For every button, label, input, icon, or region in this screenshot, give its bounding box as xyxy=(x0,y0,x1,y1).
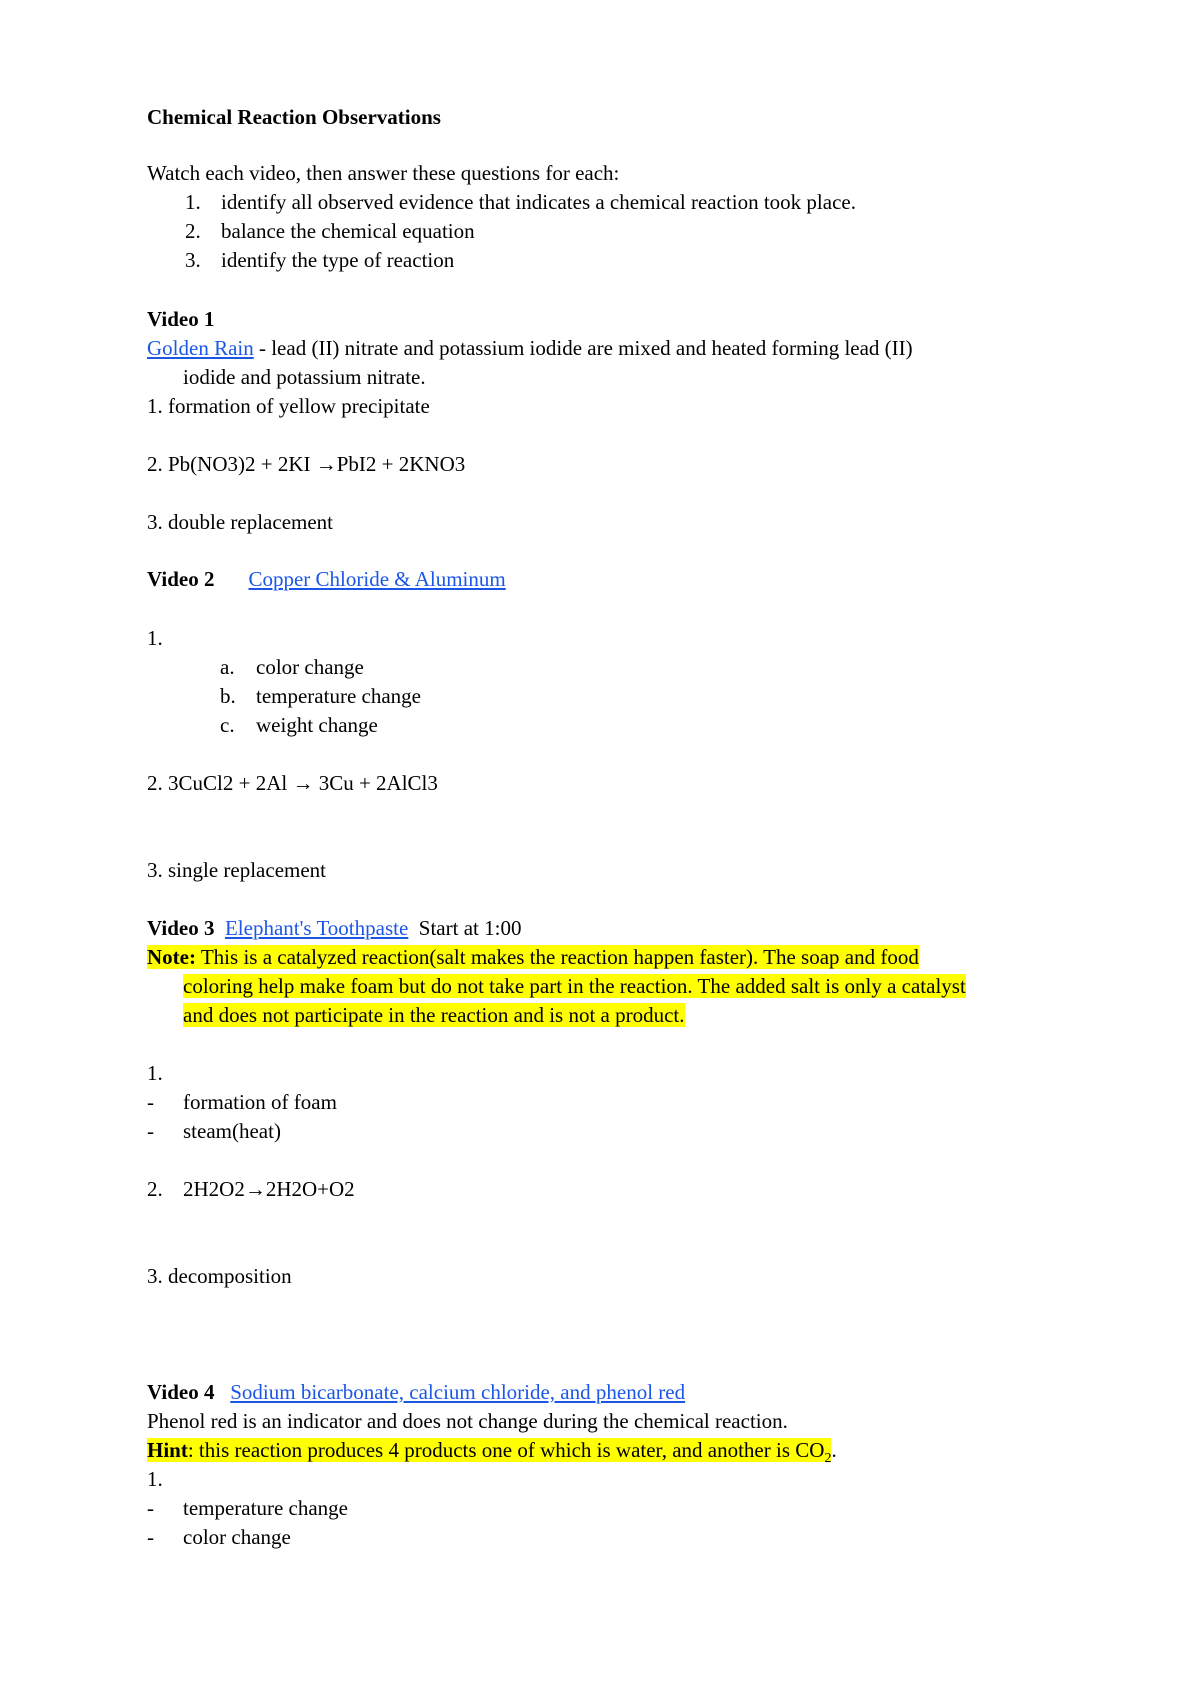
video4-heading: Video 4 xyxy=(147,1380,215,1404)
note-text: coloring help make foam but do not take part in the reaction. The added salt is only a catalyst xyxy=(183,974,966,998)
video3-bullet xyxy=(147,1089,337,1115)
question-item xyxy=(185,218,475,244)
video4-bullet xyxy=(147,1524,291,1550)
list-letter: b. xyxy=(220,684,236,708)
question-item xyxy=(185,189,856,215)
video3-link[interactable]: Elephant's Toothpaste xyxy=(224,916,409,940)
video4-link[interactable]: Sodium bicarbonate, calcium chloride, and phenol red xyxy=(230,1380,686,1404)
intro-text: Watch each video, then answer these questions for each: xyxy=(147,161,620,185)
video3-note xyxy=(147,944,919,970)
video3-bullet xyxy=(147,1118,281,1144)
video2-answer-1: 1. xyxy=(147,626,163,650)
hint-text: : this reaction produces 4 products one of which is water, and another is CO xyxy=(187,1438,825,1462)
video3-heading-row xyxy=(147,915,521,941)
video4-description: Phenol red is an indicator and does not change during the chemical reaction. xyxy=(147,1409,788,1433)
bullet-text: formation of foam xyxy=(183,1090,337,1114)
hint-label: Hint xyxy=(147,1438,188,1462)
bullet-text: steam(heat) xyxy=(183,1119,281,1143)
video3-answer-2 xyxy=(147,1176,355,1202)
equation-text: 2H2O2→2H2O+O2 xyxy=(183,1177,355,1201)
note-label: Note: xyxy=(147,945,196,969)
video3-heading: Video 3 xyxy=(147,916,215,940)
video1-desc-text: - lead (II) nitrate and potassium iodide are mixed and heated forming lead (II) xyxy=(253,336,913,360)
video3-note-continued xyxy=(183,1002,685,1028)
video1-link[interactable]: Golden Rain xyxy=(147,336,254,360)
video1-desc-continued: iodide and potassium nitrate. xyxy=(183,365,426,389)
bullet-text: color change xyxy=(183,1525,291,1549)
list-number: 2. xyxy=(147,1177,163,1201)
list-number: 3. xyxy=(185,248,201,272)
question-item xyxy=(185,247,454,273)
video2-link[interactable]: Copper Chloride & Aluminum xyxy=(248,567,506,591)
video2-heading-row xyxy=(147,566,506,592)
video1-answer-1: 1. formation of yellow precipitate xyxy=(147,394,430,418)
video1-answer-3: 3. double replacement xyxy=(147,510,334,534)
page-title: Chemical Reaction Observations xyxy=(147,105,441,129)
subitem-text: color change xyxy=(256,655,364,679)
list-number: 2. xyxy=(185,219,201,243)
question-text: identify the type of reaction xyxy=(221,248,455,272)
video2-subitem xyxy=(220,683,421,709)
video4-bullet xyxy=(147,1495,348,1521)
hint-subscript: 2 xyxy=(824,1451,832,1467)
list-number: 1. xyxy=(185,190,201,214)
hint-period: . xyxy=(831,1438,837,1462)
video4-heading-row xyxy=(147,1379,685,1405)
dash-marker: - xyxy=(147,1525,154,1549)
video1-answer-2: 2. Pb(NO3)2 + 2KI →PbI2 + 2KNO3 xyxy=(147,452,466,476)
note-text: This is a catalyzed reaction(salt makes the reaction happen faster). The soap and food xyxy=(195,945,919,969)
video2-answer-2: 2. 3CuCl2 + 2Al → 3Cu + 2AlCl3 xyxy=(147,771,438,795)
video3-start-time: Start at 1:00 xyxy=(418,916,522,940)
bullet-text: temperature change xyxy=(183,1496,348,1520)
subitem-text: temperature change xyxy=(256,684,421,708)
video2-subitem xyxy=(220,712,378,738)
video3-answer-1: 1. xyxy=(147,1061,163,1085)
dash-marker: - xyxy=(147,1119,154,1143)
list-letter: c. xyxy=(220,713,235,737)
note-text: and does not participate in the reaction and is not a product. xyxy=(183,1003,685,1027)
video1-description xyxy=(147,335,913,361)
video4-hint xyxy=(147,1437,837,1467)
video2-subitem xyxy=(220,654,364,680)
video2-heading: Video 2 xyxy=(147,567,215,591)
subitem-text: weight change xyxy=(256,713,378,737)
question-text: identify all observed evidence that indicates a chemical reaction took place. xyxy=(221,190,856,214)
video1-heading: Video 1 xyxy=(147,307,215,331)
video3-note-continued xyxy=(183,973,966,999)
video3-answer-3: 3. decomposition xyxy=(147,1264,292,1288)
video2-answer-3: 3. single replacement xyxy=(147,858,327,882)
question-text: balance the chemical equation xyxy=(221,219,475,243)
dash-marker: - xyxy=(147,1090,154,1114)
video4-answer-1: 1. xyxy=(147,1467,163,1491)
list-letter: a. xyxy=(220,655,235,679)
dash-marker: - xyxy=(147,1496,154,1520)
